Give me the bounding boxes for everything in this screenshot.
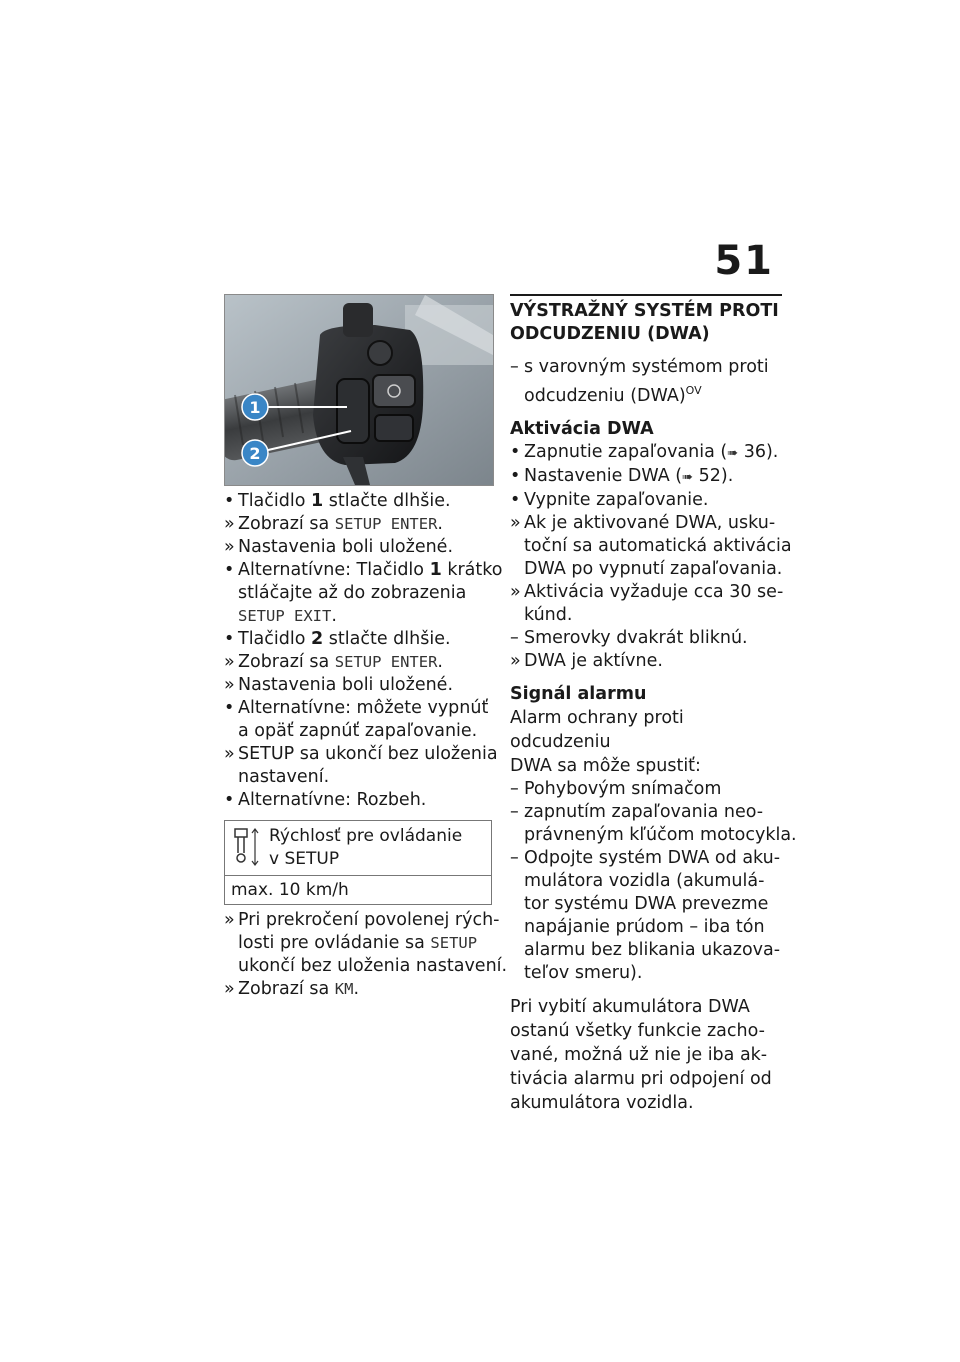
page-ref-arrow-icon: ➠ [682, 469, 694, 485]
result-arrow-icon: » [224, 910, 235, 930]
list-item-continuation: právneným kľúčom motocykla. [524, 824, 797, 845]
result-arrow-icon: » [224, 979, 235, 999]
bullet-icon: • [510, 465, 521, 486]
list-item-continuation: DWA po vypnutí zapaľovania. [524, 558, 783, 579]
dash-icon: – [510, 847, 519, 868]
option-line-continuation: odcudzeniu (DWA)$^{OV}$ [524, 384, 702, 406]
list-item: » Ak je aktivované DWA, usku- [510, 512, 776, 533]
bullet-icon: • [224, 560, 235, 580]
list-item: – Smerovky dvakrát bliknú. [510, 627, 748, 648]
spec-label: Rýchlosť pre ovládanie v SETUP [269, 826, 463, 869]
list-item: – zapnutím zapaľovania neo- [510, 801, 764, 822]
list-item-continuation: kúnd. [524, 604, 573, 625]
list-item: • Tlačidlo 2 stlačte dlhšie. [224, 629, 451, 649]
result-arrow-icon: » [510, 512, 521, 533]
result-arrow-icon: » [224, 537, 235, 557]
list-item: » Pri prekročení povolenej rých- [224, 910, 500, 930]
list-item-continuation: losti pre ovládanie sa SETUP [238, 933, 478, 953]
result-arrow-icon: » [224, 744, 235, 764]
callout-2-label: 2 [249, 444, 261, 463]
list-item: • Vypnite zapaľovanie. [510, 489, 709, 510]
list-item: • Alternatívne: Tlačidlo 1 krátko [224, 560, 503, 580]
left-column [224, 490, 508, 1001]
option-superscript: OV [685, 384, 702, 397]
result-arrow-icon: » [224, 675, 235, 695]
list-item-continuation: nastavení. [238, 767, 330, 787]
bullet-icon: • [224, 491, 235, 511]
list-item-continuation: alarmu bez blikania ukazova- [524, 939, 781, 960]
bullet-icon: • [224, 698, 235, 718]
list-item: » Zobrazí sa SETUP ENTER. [224, 514, 443, 534]
result-arrow-icon: » [510, 581, 521, 602]
result-arrow-icon: » [224, 652, 235, 672]
spec-header [225, 821, 491, 876]
list-item-continuation: napájanie prúdom – iba tón [524, 916, 765, 937]
paragraph: Alarm ochrany proti odcudzeniu DWA sa môže spustiť: [510, 707, 701, 776]
list-item: » Nastavenia boli uložené. [224, 675, 454, 695]
handlebar-switch-figure [224, 294, 494, 486]
list-item-continuation: mulátora vozidla (akumulá- [524, 870, 765, 891]
list-item: – Odpojte systém DWA od aku- [510, 847, 781, 868]
list-item: » Zobrazí sa KM. [224, 979, 360, 999]
list-item: • Alternatívne: Rozbeh. [224, 790, 427, 810]
result-arrow-icon: » [224, 514, 235, 534]
bullet-icon: • [510, 489, 521, 510]
list-item-continuation: tor systému DWA prevezme [524, 893, 769, 914]
list-item-continuation: toční sa automatická aktivácia [524, 535, 792, 556]
technical-data-icon [231, 825, 263, 869]
callout-1-label: 1 [249, 398, 261, 417]
list-item: » SETUP sa ukončí bez uloženia [224, 744, 498, 764]
list-item: » DWA je aktívne. [510, 650, 663, 671]
section-title: VÝSTRAŽNÝ SYSTÉM PROTI ODCUDZENIU (DWA) [510, 301, 779, 344]
list-item: • Alternatívne: môžete vypnúť [224, 698, 489, 718]
bullet-icon: • [224, 629, 235, 649]
list-item: – Pohybovým snímačom [510, 778, 722, 799]
page-number: 51 [714, 238, 774, 284]
section-divider [510, 294, 782, 296]
right-column [510, 294, 797, 1115]
handlebar-switch-illustration [225, 295, 493, 485]
list-item: » Zobrazí sa SETUP ENTER. [224, 652, 443, 672]
list-item: • Zapnutie zapaľovania (➠ 36). [510, 441, 779, 462]
subsection-title-activation: Aktivácia DWA [510, 418, 654, 439]
subsection-title-alarm: Signál alarmu [510, 683, 647, 704]
list-item: • Nastavenie DWA (➠ 52). [510, 465, 734, 486]
list-item-continuation: teľov smeru). [524, 962, 643, 983]
list-item-continuation: a opäť zapnúť zapaľovanie. [238, 721, 478, 741]
dash-icon: – [510, 778, 519, 799]
speed-spec-table [224, 820, 492, 905]
dash-icon: – [510, 627, 519, 648]
list-item-continuation: ukončí bez uloženia nastavení. [238, 956, 508, 976]
list-item: » Nastavenia boli uložené. [224, 537, 454, 557]
result-arrow-icon: » [510, 650, 521, 671]
spec-value: max. 10 km/h [231, 880, 349, 900]
paragraph: Pri vybití akumulátora DWA ostanú všetky funkcie zacho- vané, možná už nie je iba ak- tivácia alarmu pri odpojení od akumulátora vozidla. [510, 996, 772, 1113]
dash-icon: – [510, 801, 519, 822]
bullet-icon: • [224, 790, 235, 810]
list-item: • Tlačidlo 1 stlačte dlhšie. [224, 491, 451, 511]
bullet-icon: • [510, 441, 521, 462]
dash-icon: – [510, 357, 519, 377]
list-item-continuation: stláčajte až do zobrazenia [238, 583, 467, 603]
option-line: – s varovným systémom proti [510, 357, 769, 377]
list-item-continuation: SETUP EXIT. [238, 606, 337, 626]
page-ref-arrow-icon: ➠ [727, 445, 739, 461]
list-item: » Aktivácia vyžaduje cca 30 se- [510, 581, 784, 602]
